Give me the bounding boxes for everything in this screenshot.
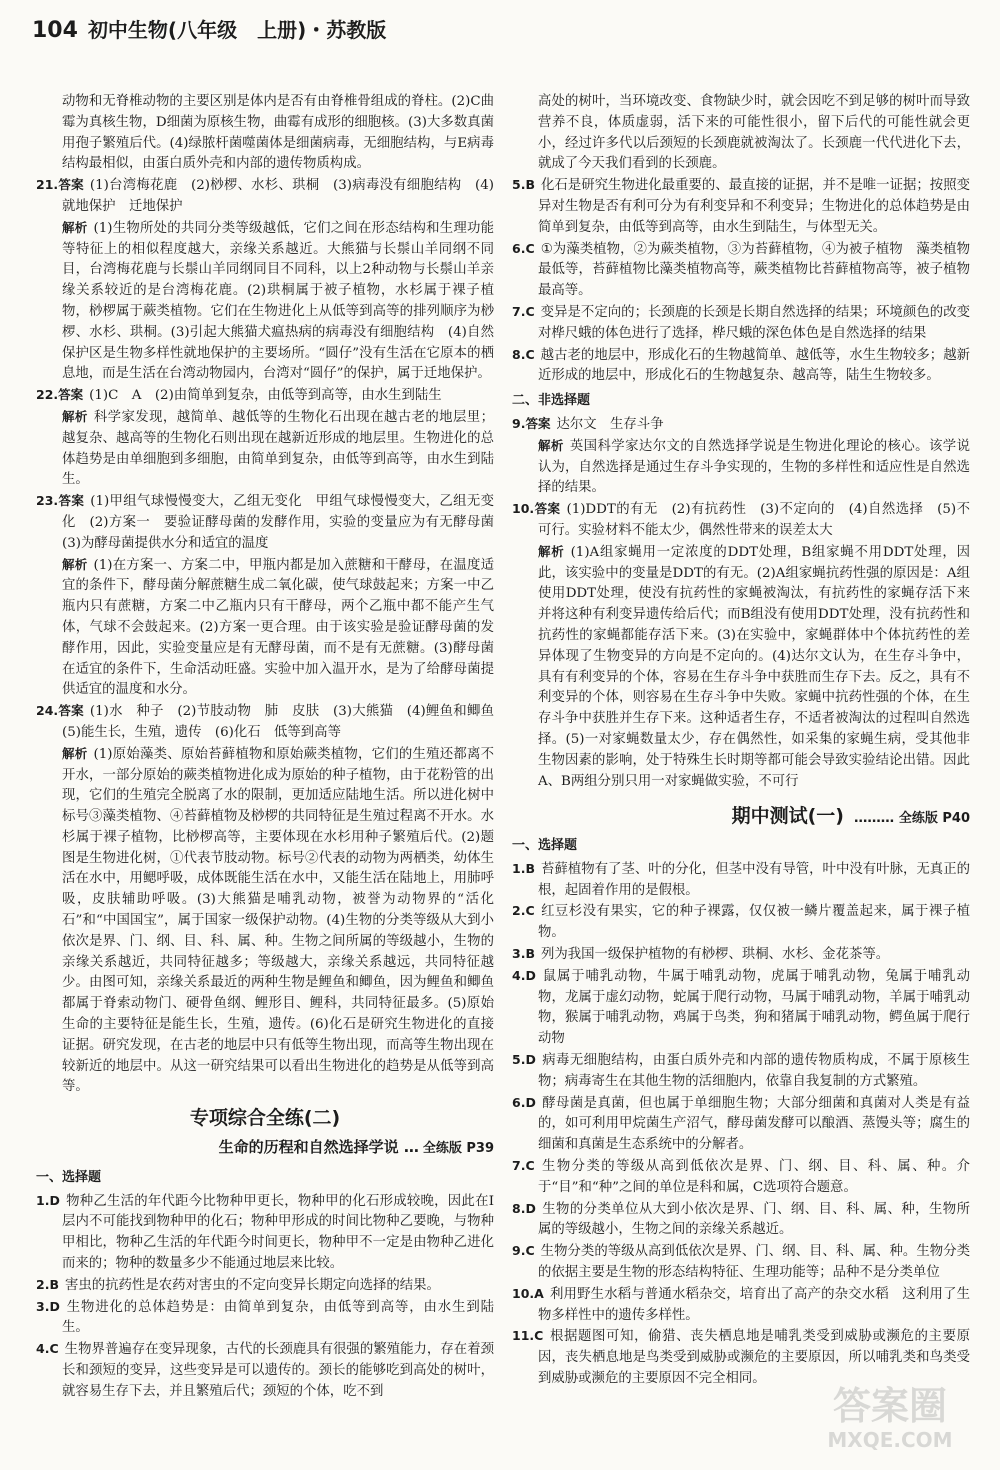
explanation-label: 解析 (62, 408, 88, 424)
section-title: 专项综合全练(二) (189, 1107, 341, 1130)
section-subtitle-text: 生命的历程和自然选择学说 (218, 1138, 399, 1157)
list-item (512, 966, 970, 1050)
mc2-header: 一、选择题 (512, 838, 578, 854)
q-text: 生物分类的等级从高到低依次是界、门、纲、目、科、属、种。生物分类的依据主要是生物的形态结构特征、生理功能等；品种不是分类单位 (538, 1244, 970, 1281)
q21-answer (36, 175, 494, 218)
list-item (512, 1199, 970, 1242)
q-number: 9. (512, 415, 526, 431)
section-subtitle (36, 1137, 494, 1160)
answer-label: 答案 (58, 703, 84, 719)
q-number: 9.C (512, 1243, 535, 1259)
explanation-label: 解析 (62, 556, 88, 572)
q-text: 生物进化的总体趋势是：由简单到复杂，由低等到高等，由水生到陆生。 (62, 1299, 494, 1336)
explanation-label: 解析 (62, 745, 88, 761)
list-item (512, 901, 970, 944)
list-item (512, 859, 970, 902)
midterm-header (512, 806, 970, 830)
q9-answer (512, 414, 970, 436)
q9-explanation (512, 436, 970, 499)
q-number: 8.D (512, 1200, 536, 1216)
q-text: 苔藓植物有了茎、叶的分化，但茎中没有导管，叶中没有叶脉，无真正的根，起固着作用的是假根。 (538, 861, 970, 898)
q-text: 化石是研究生物进化最重要的、最直接的证据，并不是唯一证据；按照变异对生物是否有利可分为有利变异和不利变异；生物进化的总体趋势是由简单到复杂，由低等到高等，由水生到陆生，与体型无关。 (538, 178, 970, 235)
q-number: 10.A (512, 1285, 544, 1301)
q-number: 3.B (512, 946, 535, 962)
explanation-label: 解析 (538, 437, 564, 453)
q-number: 11.C (512, 1328, 544, 1344)
watermark-url: MXQE.COM (827, 1428, 953, 1452)
q-text: 物种乙生活的年代距今比物种甲更长，物种甲的化石形成较晚，因此在Ⅰ层内不可能找到物种甲的化石；物种甲形成的时间比物种乙要晚，与物种甲相比，物种乙生活的年代距今时间更长，物种甲不一定是由物种乙进化而来的；物种的数量多少不能通过地层来比较。 (62, 1193, 494, 1272)
page-number: 104 (32, 18, 78, 43)
list-item (36, 1339, 494, 1402)
q-number: 8.C (512, 346, 535, 362)
watermark-logo (800, 1375, 980, 1455)
q22-answer (36, 385, 494, 407)
q-number: 22. (36, 387, 59, 403)
q-number: 24. (36, 703, 59, 719)
list-item (36, 1297, 494, 1340)
midterm-title: 期中测试(一) (731, 805, 844, 828)
answer-text: (1)台湾梅花鹿 (2)桫椤、水杉、珙桐 (3)病毒没有细胞结构 (4)就地保护 迁地保护 (62, 178, 494, 214)
explanation-text: 英国科学家达尔文的自然选择学说是生物进化理论的核心。该学说认为，自然选择是通过生存斗争实现的，生物的多样性和适应性是自然选择的结果。 (538, 438, 970, 496)
list-item (512, 345, 970, 388)
answer-text: (1)C A (2)由简单到复杂，由低等到高等，由水生到陆生 (89, 388, 442, 404)
book-title: 初中生物(八年级 上册)・苏教版 (87, 18, 387, 42)
q-text: 病毒无细胞结构，由蛋白质外壳和内部的遗传物质构成，不属于原核生物；病毒寄生在其他生物的活细胞内，依靠自我复制的方式繁殖。 (538, 1053, 970, 1089)
q22-explanation (36, 407, 494, 491)
list-item (512, 1050, 970, 1093)
q-number: 6.C (512, 240, 535, 256)
answer-text: (1)DDT的有无 (2)有抗药性 (3)不定向的 (4)自然选择 (5)不可行。实验材料不能太少，偶然性带来的误差太大 (538, 502, 970, 538)
q-text: 变异是不定向的；长颈鹿的长颈是长期自然选择的结果；环境颜色的改变对桦尺蛾的体色进行了选择，桦尺蛾的深色体色是自然选择的结果 (538, 304, 970, 341)
q-number: 2.B (36, 1276, 59, 1292)
list-item (512, 175, 970, 238)
page-header (32, 14, 386, 43)
answer-text: (1)水 种子 (2)节肢动物 肺 皮肤 (3)大熊猫 (4)鲤鱼和鲫鱼 (5)能生长，生殖，遗传 (6)化石 低等到高等 (62, 704, 508, 740)
list-item (512, 1284, 970, 1327)
answer-label: 答案 (525, 415, 551, 431)
list-item (512, 1156, 970, 1199)
q-text: ①为藻类植物，②为蕨类植物，③为苔藓植物，④为被子植物 藻类植物最低等，苔藓植物比藻类植物高等，蕨类植物比苔藓植物高等，被子植物最高等。 (538, 241, 970, 299)
q23-answer (36, 491, 508, 554)
list-item (36, 1191, 494, 1275)
list-item (36, 1275, 494, 1297)
list-item (512, 1241, 970, 1284)
q21-explanation (36, 218, 494, 385)
watermark-text: 答案圈 (832, 1384, 948, 1428)
q-number: 10. (512, 501, 535, 517)
q-text: 根据题图可知，偷猎、丧失栖息地是哺乳类受到威胁或濒危的主要原因，丧失栖息地是鸟类受到威胁或濒危的主要原因，所以哺乳类和鸟类受到威胁或濒危的主要原因不完全相同。 (538, 1329, 970, 1387)
mc-header: 一、选择题 (36, 1169, 102, 1185)
explanation-label: 解析 (538, 543, 565, 559)
q-number: 3.D (36, 1298, 60, 1314)
q10-answer (512, 499, 970, 542)
q23-explanation (36, 555, 494, 702)
answer-label: 答案 (534, 501, 561, 517)
list-item (512, 944, 970, 966)
q-number: 6.D (512, 1094, 536, 1110)
q-text: 酵母菌是真菌，但也属于单细胞生物；大部分细菌和真菌对人类是有益的，如可利用甲烷菌生产沼气，酵母菌发酵可以酿酒、蒸馒头等；腐生的细菌和真菌是生态系统中的分解者。 (538, 1095, 970, 1153)
answer-text: 达尔文 生存斗争 (556, 416, 664, 432)
q-text: 列为我国一级保护植物的有桫椤、珙桐、水杉、金花茶等。 (540, 947, 890, 963)
explanation-label: 解析 (62, 219, 88, 235)
leader-dots: ……… (854, 811, 895, 827)
q-number: 5.D (512, 1052, 536, 1068)
explanation-text: (1)生物所处的共同分类等级越低，它们之间在形态结构和生理功能等特征上的相似程度越大，亲缘关系越近。大熊猫与长鬃山羊同纲不同目，台湾梅花鹿与长鬃山羊同纲同目不同科，以上2种动物与长鬃山羊亲缘关系较近的是台湾梅花鹿。(2)珙桐属于被子植物，水杉属于裸子植物，桫椤属于蕨类植物。它们在生物进化上从低等到高等的排列顺序为桫椤、水杉、珙桐。(3)引起大熊猫犬瘟热病的病毒没有细胞结构 (4)自然保护区是生物多样性就地保护的主要场所。“圆仔”没有生活在它原本的栖息地，而是生活在台湾动物园内，台湾对“圆仔”的保护，属于迁地保护。 (62, 220, 494, 382)
q-text: 利用野生水稻与普通水稻杂交，培育出了高产的杂交水稻 这利用了生物多样性中的遗传多样性。 (538, 1286, 970, 1323)
list-item (512, 302, 970, 345)
explanation-text: 科学家发现，越简单、越低等的生物化石出现在越古老的地层里；越复杂、越高等的生物化石则出现在越新近形成的地层里。生物进化的总体趋势是由单细胞到多细胞，由简单到复杂，由低等到高等，由水生到陆生。 (62, 409, 494, 488)
answer-label: 答案 (58, 493, 85, 509)
q-text: 鼠属于哺乳动物，牛属于哺乳动物，虎属于哺乳动物，兔属于哺乳动物，龙属于虚幻动物，蛇属于爬行动物，马属于哺乳动物，羊属于哺乳动物，猴属于哺乳动物，鸡属于鸟类，狗和猪属于哺乳动物，鳄鱼属于爬行动物 (538, 968, 970, 1047)
section-page-ref: 全练版 P39 (422, 1141, 494, 1157)
q-text: 生物界普遍存在变异现象，古代的长颈鹿具有很强的繁殖能力，存在着颈长和颈短的变异，这些变异是可以遗传的。颈长的能够吃到高处的树叶，就容易生存下去，并且繁殖后代；颈短的个体，吃不到 (62, 1342, 494, 1399)
list-item (512, 239, 970, 302)
q-text: 红豆杉没有果实，它的种子裸露，仅仅被一鳞片覆盖起来，属于裸子植物。 (538, 904, 970, 941)
q-number: 21. (36, 177, 59, 193)
q20-continued: 动物和无脊椎动物的主要区别是体内是否有由脊椎骨组成的脊柱。(2)C曲霉为真核生物，D细菌为原核生物，曲霉有成形的细胞核。(3)大多数真菌用孢子繁殖后代。(4)绿脓杆菌噬菌体是细菌病毒，无细胞结构，与E病毒结构最相似，由蛋白质外壳和内部的遗传物质构成。 (62, 94, 494, 172)
answer-text: (1)甲组气球慢慢变大，乙组无变化 甲组气球慢慢变大，乙组无变化 (2)方案一 要验证酵母菌的发酵作用，实验的变量应为有无酵母菌 (3)为酵母菌提供水分和适宜的温度 (62, 494, 508, 551)
q24-explanation (36, 744, 494, 1099)
q-number: 4.D (512, 967, 536, 983)
q-number: 7.C (512, 303, 535, 319)
q24-answer (36, 701, 508, 744)
q-text: 越古老的地层中，形成化石的生物越简单、越低等，水生生物较多；越新近形成的地层中，形成化石的生物越复杂、越高等，陆生生物较多。 (538, 347, 970, 384)
q4-continued: 高处的树叶，当环境改变、食物缺少时，就会因吃不到足够的树叶而导致营养不良，体质虚弱，活下来的可能性很小，留下后代的可能性就会更小，经过许多代以后颈短的长颈鹿就被淘汰了。长颈鹿一代代进化下去，就成了今天我们看到的长颈鹿。 (538, 94, 970, 172)
left-column (36, 92, 508, 1403)
answer-label: 答案 (58, 177, 84, 193)
answer-label: 答案 (58, 387, 84, 403)
non-mc-header: 二、非选择题 (512, 393, 591, 409)
midterm-page-ref: 全练版 P40 (898, 811, 970, 827)
q-number: 7.C (512, 1158, 535, 1174)
q-number: 2.C (512, 903, 535, 919)
q-number: 1.D (36, 1192, 60, 1208)
q-number: 4.C (36, 1341, 59, 1357)
right-column (512, 92, 970, 1390)
q-number: 1.B (512, 860, 535, 876)
q-number: 5.B (512, 177, 535, 193)
q-text: 生物分类的等级从高到低依次是界、门、纲、目、科、属、种。介于“目”和“种”之间的单位是科和属，C选项符合题意。 (538, 1159, 970, 1195)
explanation-text: (1)原始藻类、原始苔藓植物和原始蕨类植物，它们的生殖还都离不开水，一部分原始的蕨类植物进化成为原始的种子植物，由于花粉管的出现，它们的生殖完全脱离了水的限制，更加适应陆地生活。所以进化树中标号③藻类植物、④苔藓植物及桫椤的共同特征是生殖过程离不开水。水杉属于裸子植物，比桫椤高等，主要体现在水杉用种子繁殖后代。(2)题图是生物进化树，①代表节肢动物。标号②代表的动物为两栖类，幼体生活在水中，用鳃呼吸，成体既能生活在水中，又能生活在陆地上，用肺呼吸，皮肤辅助呼吸。(3)大熊猫是哺乳动物，被誉为动物界的“活化石”和“中国国宝”，属于国家一级保护动物。(4)生物的分类等级从大到小依次是界、门、纲、目、科、属、种。生物之间所属的等级越小，生物的亲缘关系越近，共同特征越多；等级越大，亲缘关系越远，共同特征越少。由图可知，亲缘关系最近的两种生物是鲤鱼和鲫鱼，因为鲤鱼和鲫鱼都属于脊索动物门、硬骨鱼纲、鲤形目、鲤科，共同特征最多。(5)原始生命的主要特征是能生长，生殖，遗传。(6)化石是研究生物进化的直接证据。研究发现，在古老的地层中只有低等生物出现，而高等生物出现在较新近的地层中。从这一研究结果可以看出生物进化的趋势是从低等到高等。 (62, 746, 494, 1095)
q10-explanation (512, 542, 970, 793)
leader-dots: … (403, 1138, 419, 1157)
q-text: 害虫的抗药性是农药对害虫的不定向变异长期定向选择的结果。 (64, 1277, 440, 1293)
q-text: 生物的分类单位从大到小依次是界、门、纲、目、科、属、种，生物所属的等级越小，生物之间的亲缘关系越近。 (538, 1201, 970, 1238)
explanation-text: (1)在方案一、方案二中，甲瓶内都是加入蔗糖和干酵母，在温度适宜的条件下，酵母菌分解蔗糖生成二氧化碳，使气球鼓起来；方案一中乙瓶内只有蔗糖，方案二中乙瓶内只有干酵母，两个乙瓶中都不能产生气体，气球不会鼓起来。(2)方案一更合理。由于该实验是验证酵母菌的发酵作用，因此，实验变量应是有无酵母菌，而不是有无蔗糖。(3)酵母菌在适宜的条件下，生命活动旺盛。实验中加入温开水，是为了给酵母菌提供适宜的温度和水分。 (62, 557, 494, 698)
explanation-text: (1)A组家蝇用一定浓度的DDT处理，B组家蝇不用DDT处理，因此，该实验中的变量是DDT的有无。(2)A组家蝇抗药性强的原因是：A组使用DDT处理，使没有抗药性的家蝇被淘汰，有抗药性的家蝇存活下来并将这种有利变异遗传给后代；而B组没有使用DDT处理，没有抗药性和抗药性的家蝇都能存活下来。(3)在实验中，家蝇群体中个体抗药性的差异体现了生物变异的方向是不定向的。(4)达尔文认为，在生存斗争中，具有有利变异的个体，容易在生存斗争中获胜而生存下去。反之，具有不利变异的个体，则容易在生存斗争中失败。家蝇中抗药性强的个体，在生存斗争中获胜并生存下来。这种适者生存，不适者被淘汰的过程叫自然选择。(5)一对家蝇数量太少，存在偶然性，如采集的家蝇生病，受其他非生物因素的影响，处于特殊生长时期等都可能会导致实验结论出错。因此A、B两组分别只用一对家蝇做实验，不可行 (538, 544, 970, 789)
q-number: 23. (36, 493, 59, 509)
list-item (512, 1093, 970, 1156)
